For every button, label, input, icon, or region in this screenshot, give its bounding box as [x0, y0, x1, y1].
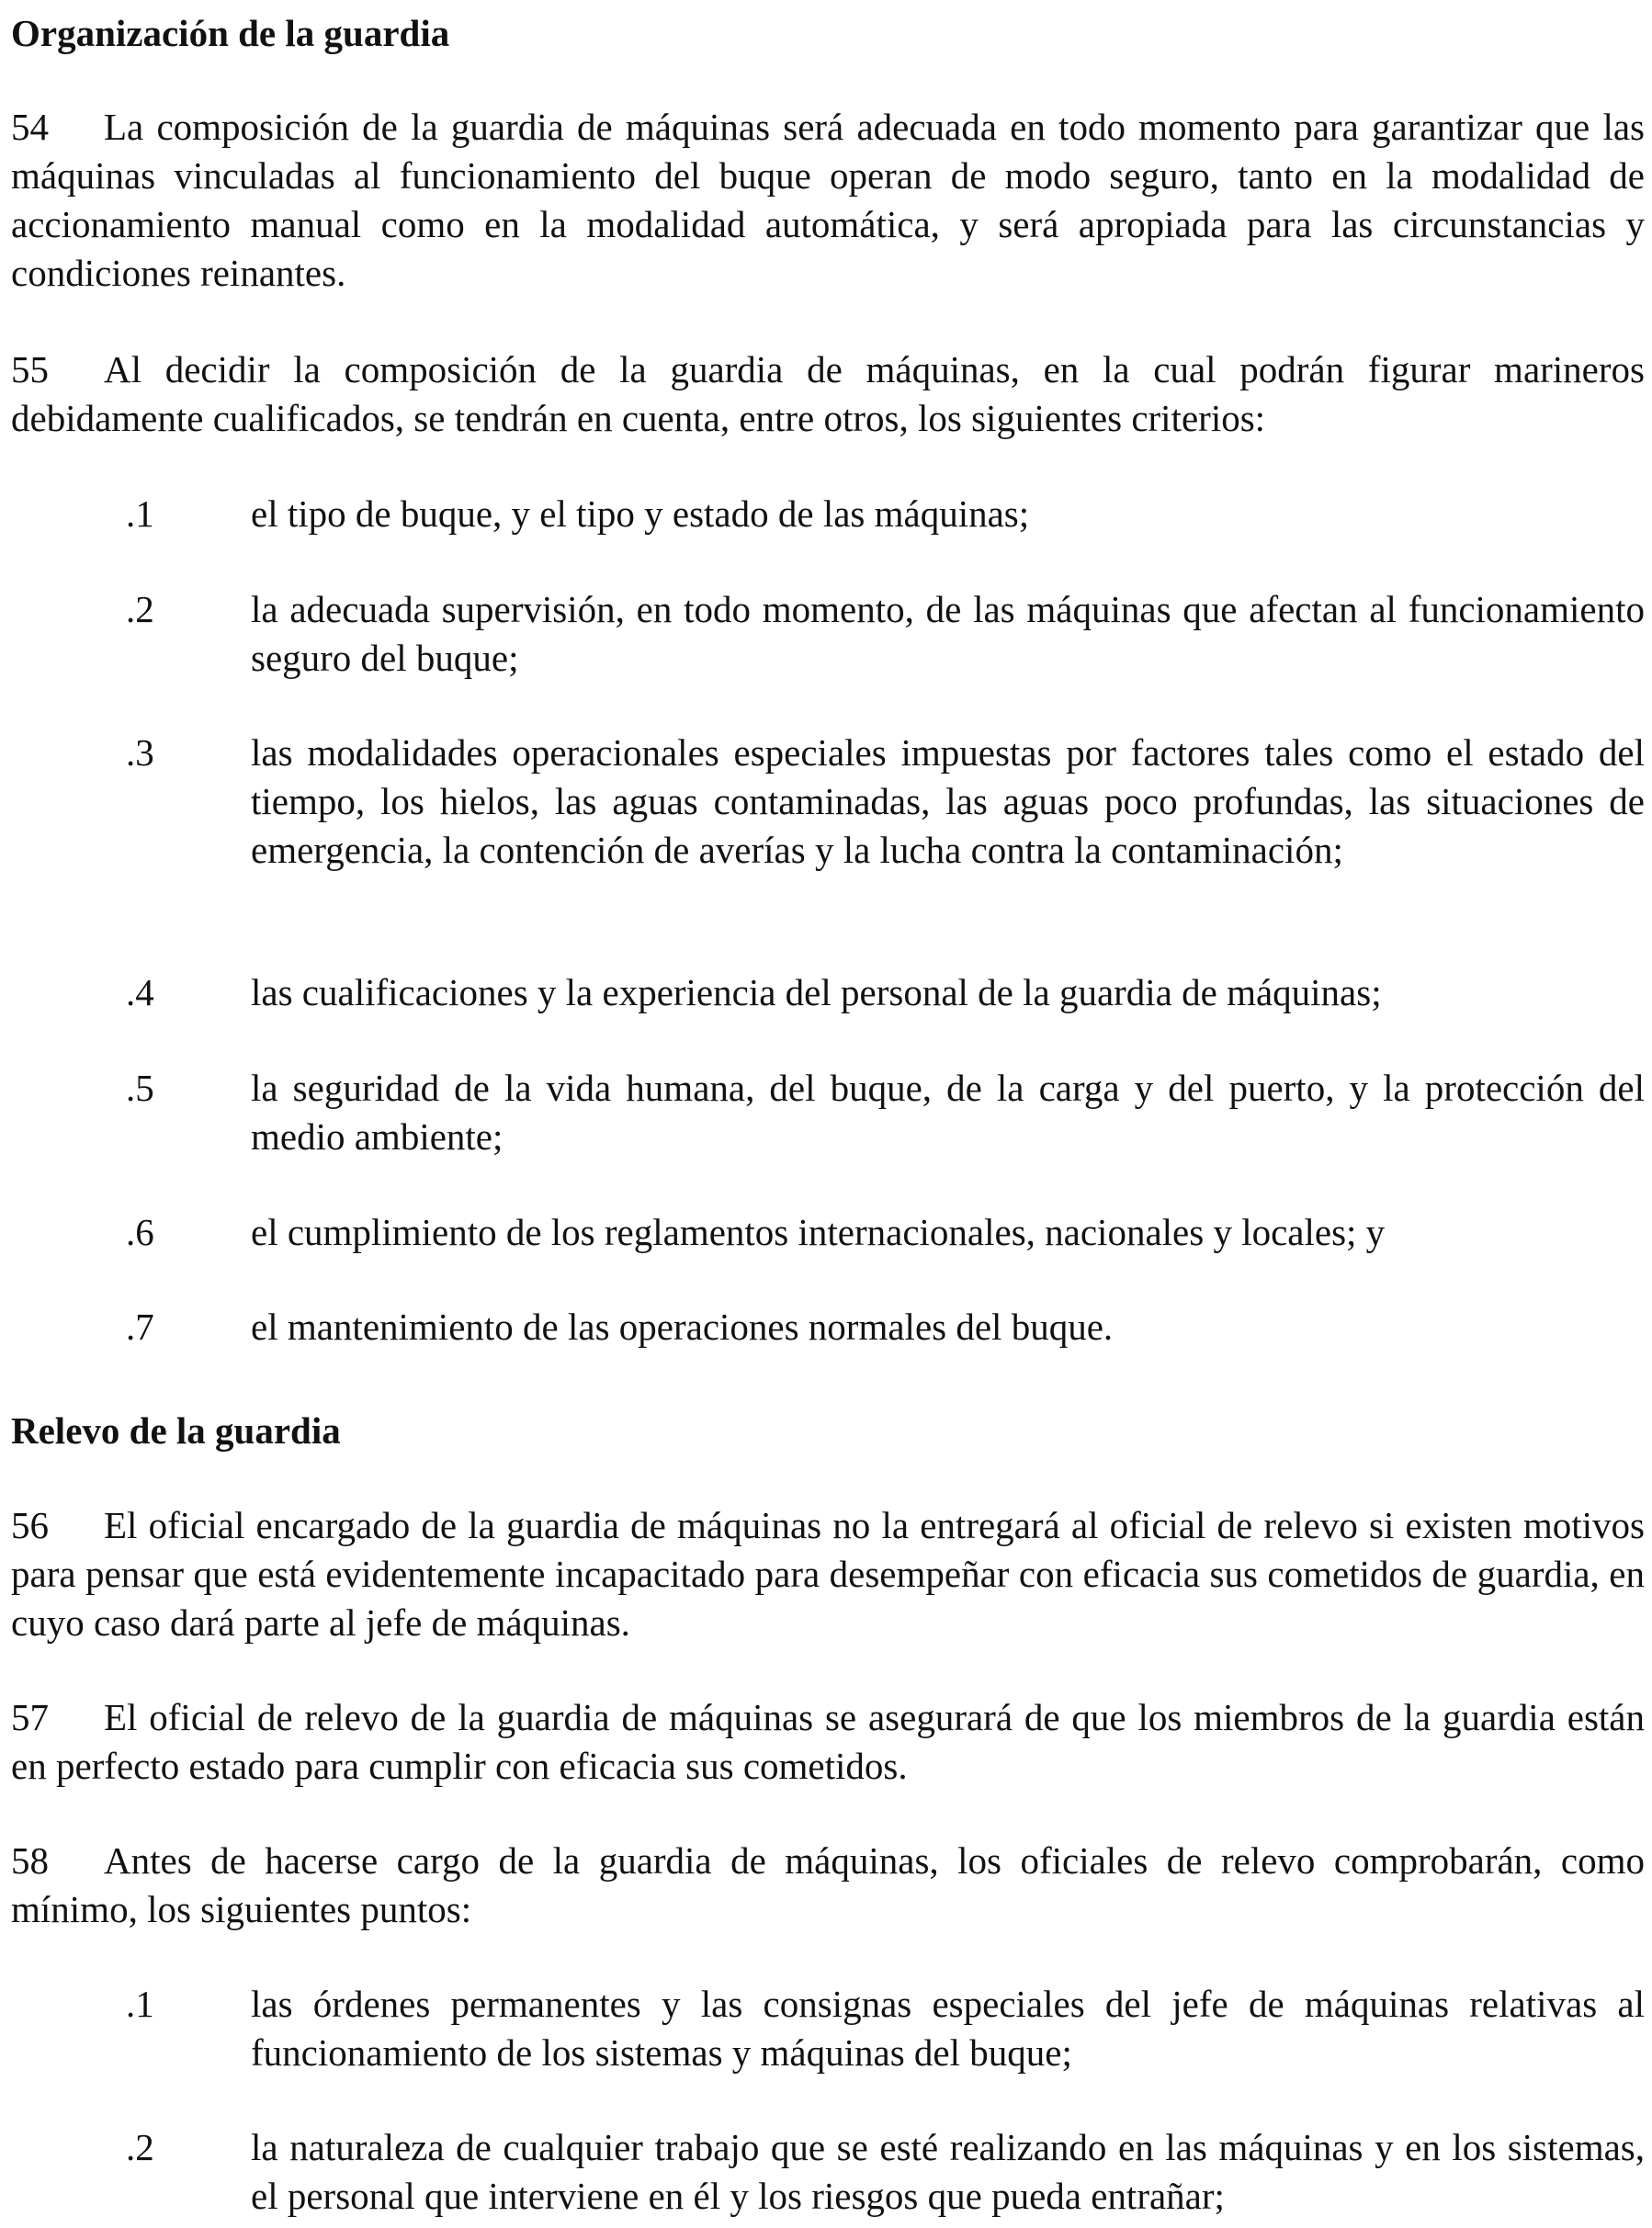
list-item	[11, 1208, 1645, 1257]
section-heading-organizacion: Organización de la guardia	[11, 12, 450, 54]
paragraph-text: Al decidir la composición de la guardia de máquinas, en la cual podrán figurar marineros debidamente cualificados, se tendrán en cuenta, entre otros, los siguientes criterios:	[11, 348, 1645, 439]
list-item	[11, 1064, 1645, 1161]
list-item-number: .2	[126, 2126, 154, 2168]
list-item-text: las cualificaciones y la experiencia del personal de la guardia de máquinas;	[251, 971, 1382, 1013]
section-heading-relevo: Relevo de la guardia	[11, 1409, 341, 1452]
list-item-text: el cumplimiento de los reglamentos internacionales, nacionales y locales; y	[251, 1211, 1386, 1253]
list-item-text: la adecuada supervisión, en todo momento, de las máquinas que afectan al funcionamiento seguro del buque;	[251, 588, 1645, 679]
paragraph-number: 54	[11, 106, 49, 148]
paragraph-57	[11, 1693, 1645, 1791]
paragraph-text: Antes de hacerse cargo de la guardia de máquinas, los oficiales de relevo comprobarán, como mínimo, los siguientes puntos:	[11, 1839, 1645, 1930]
list-item	[11, 585, 1645, 683]
paragraph-56	[11, 1501, 1645, 1647]
list-item	[11, 968, 1645, 1017]
list-item-number: .3	[126, 731, 154, 774]
paragraph-number: 57	[11, 1696, 49, 1738]
list-item-number: .1	[126, 1983, 154, 2025]
list-item-text: la naturaleza de cualquier trabajo que se esté realizando en las máquinas y en los sistemas, el personal que interviene en él y los riesgos que pueda entrañar;	[251, 2126, 1645, 2217]
list-item-text: las modalidades operacionales especiales impuestas por factores tales como el estado del tiempo, los hielos, las aguas contaminadas, las aguas poco profundas, las situaciones de emergencia, la contención de averías y la lucha contra la contaminación;	[251, 731, 1645, 871]
list-item	[11, 729, 1645, 875]
paragraph-text: El oficial encargado de la guardia de máquinas no la entregará al oficial de relevo si existen motivos para pensar que está evidentemente incapacitado para desempeñar con eficacia sus cometidos de guardia, en cuyo caso dará parte al jefe de máquinas.	[11, 1504, 1645, 1644]
list-item-number: .6	[126, 1211, 154, 1253]
paragraph-number: 55	[11, 348, 49, 390]
list-item	[11, 1303, 1645, 1352]
list-item	[11, 490, 1645, 538]
list-item-text: las órdenes permanentes y las consignas especiales del jefe de máquinas relativas al funcionamiento de los sistemas y máquinas del buque;	[251, 1983, 1645, 2074]
list-item-number: .5	[126, 1067, 154, 1109]
list-item-number: .1	[126, 492, 154, 535]
paragraph-54	[11, 103, 1645, 298]
list-item-number: .7	[126, 1306, 154, 1348]
paragraph-text: La composición de la guardia de máquinas será adecuada en todo momento para garantizar que las máquinas vinculadas al funcionamiento del buque operan de modo seguro, tanto en la modalidad de accionamiento manual como en la modalidad automática, y será apropiada para las circunstancias y condiciones reinantes.	[11, 106, 1645, 294]
list-item	[11, 1980, 1645, 2077]
paragraph-number: 58	[11, 1839, 49, 1882]
paragraph-55	[11, 345, 1645, 443]
list-item-text: el mantenimiento de las operaciones normales del buque.	[251, 1306, 1114, 1348]
paragraph-number: 56	[11, 1504, 49, 1546]
list-item	[11, 2123, 1645, 2221]
list-item-text: el tipo de buque, y el tipo y estado de las máquinas;	[251, 492, 1030, 535]
paragraph-58	[11, 1837, 1645, 1934]
paragraph-text: El oficial de relevo de la guardia de máquinas se asegurará de que los miembros de la guardia están en perfecto estado para cumplir con eficacia sus cometidos.	[11, 1696, 1645, 1787]
list-item-number: .2	[126, 588, 154, 630]
list-item-text: la seguridad de la vida humana, del buque, de la carga y del puerto, y la protección del medio ambiente;	[251, 1067, 1645, 1158]
list-item-number: .4	[126, 971, 154, 1013]
